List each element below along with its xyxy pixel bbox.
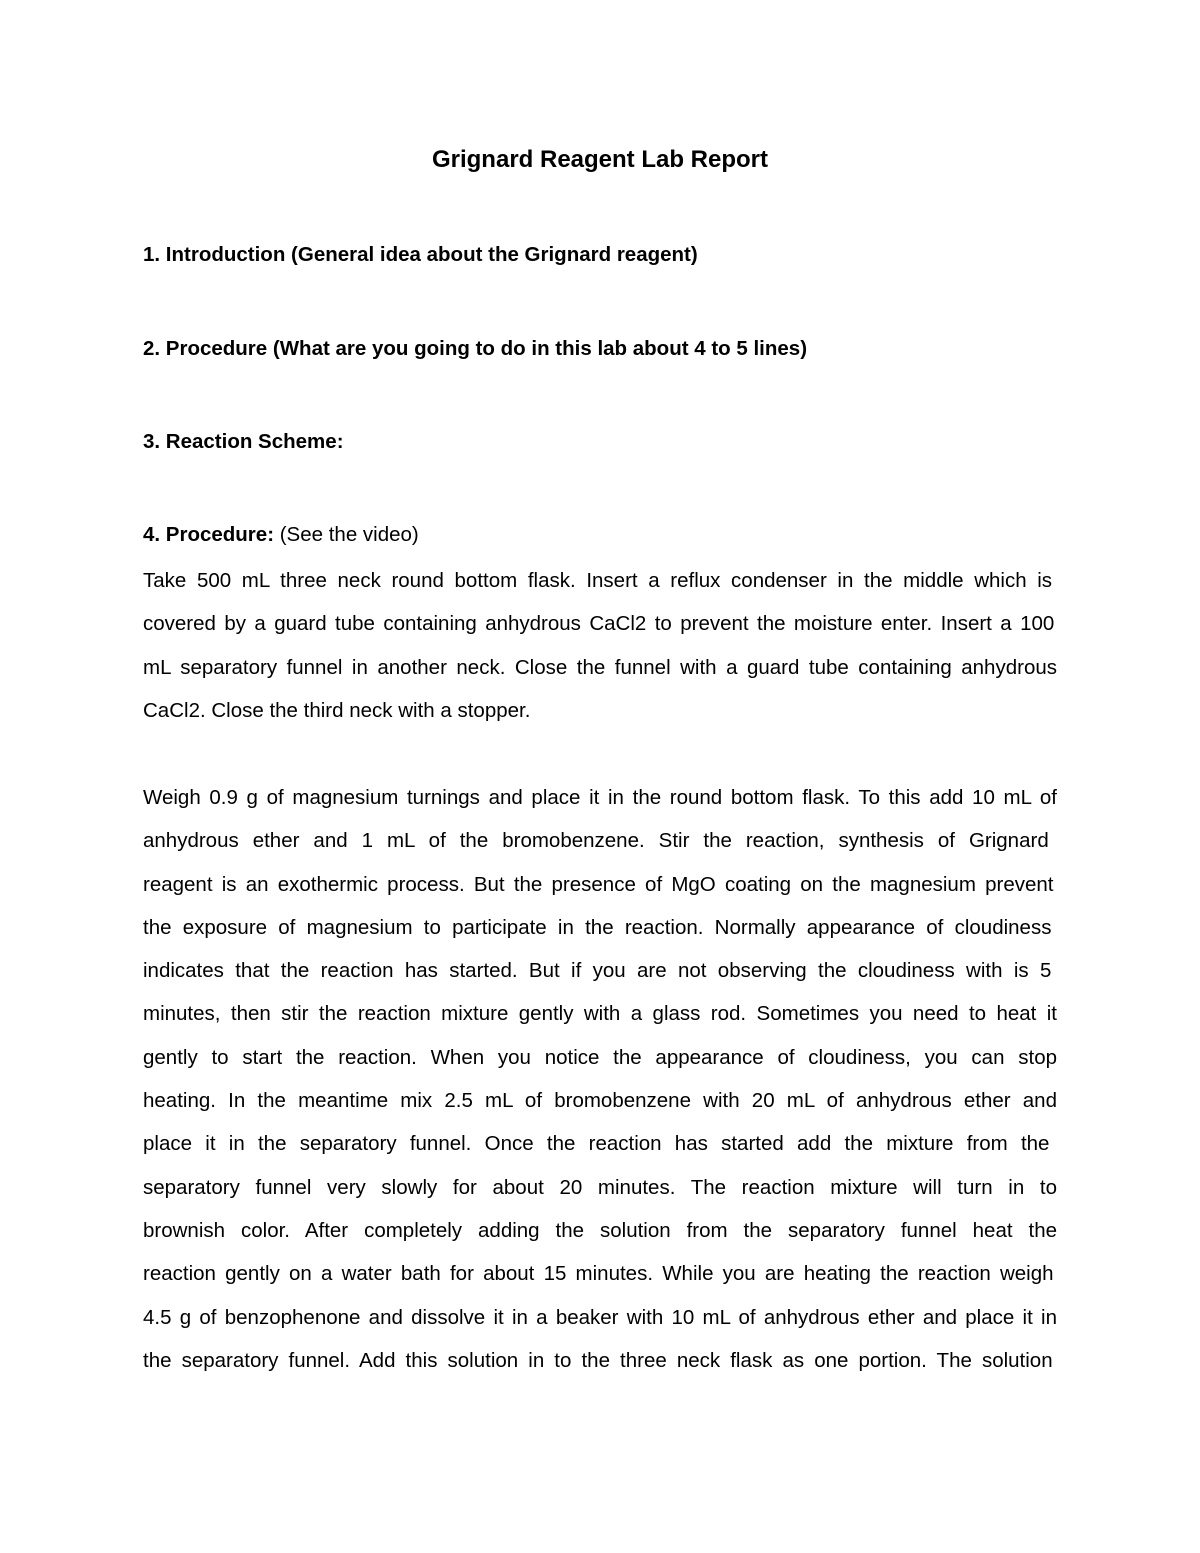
section-heading-procedure — [143, 520, 419, 550]
paragraph-line: minutes, then stir the reaction mixture gently with a glass rod. Sometimes you need to heat it — [143, 1002, 1057, 1026]
paragraph-line: brownish color. After completely adding the solution from the separatory funnel heat the — [143, 1218, 1057, 1242]
paragraph-line: Take 500 mL three neck round bottom flask. Insert a reflux condenser in the middle which is — [143, 569, 1053, 592]
section-heading-procedure-label: 4. Procedure: — [143, 523, 275, 546]
section-heading-procedure-summary: 2. Procedure (What are you going to do in this lab about 4 to 5 lines) — [143, 337, 808, 360]
paragraph-line: reagent is an exothermic process. But the presence of MgO coating on the magnesium prevent — [143, 872, 1054, 896]
paragraph-line: the separatory funnel. Add this solution in to the three neck flask as one portion. The solution — [143, 1348, 1053, 1372]
paragraph-line: Weigh 0.9 g of magnesium turnings and place it in the round bottom flask. To this add 10 mL of — [143, 786, 1057, 809]
paragraph-line: gently to start the reaction. When you notice the appearance of cloudiness, you can stop — [143, 1045, 1057, 1069]
paragraph-line: indicates that the reaction has started. But if you are not observing the cloudiness with is 5 — [143, 959, 1052, 983]
document-title: Grignard Reagent Lab Report — [431, 146, 769, 173]
section-heading-introduction: 1. Introduction (General idea about the Grignard reagent) — [143, 243, 698, 266]
paragraph-line: covered by a guard tube containing anhydrous CaCl2 to prevent the moisture enter. Insert a 100 — [143, 612, 1055, 636]
paragraph-line: reaction gently on a water bath for about 15 minutes. While you are heating the reaction weigh — [143, 1262, 1054, 1286]
section-heading-reaction-scheme: 3. Reaction Scheme: — [143, 430, 344, 453]
procedure-paragraph-setup — [143, 559, 1057, 732]
paragraph-line: heating. In the meantime mix 2.5 mL of bromobenzene with 20 mL of anhydrous ether and — [143, 1089, 1057, 1113]
paragraph-line: separatory funnel very slowly for about 20 minutes. The reaction mixture will turn in to — [143, 1175, 1057, 1199]
section-heading-procedure-note: (See the video) — [274, 523, 419, 546]
procedure-paragraph-reaction — [143, 776, 1057, 1382]
paragraph-line: anhydrous ether and 1 mL of the bromobenzene. Stir the reaction, synthesis of Grignard — [143, 829, 1049, 853]
paragraph-line: place it in the separatory funnel. Once the reaction has started add the mixture from the — [143, 1132, 1050, 1156]
paragraph-line: CaCl2. Close the third neck with a stopper. — [143, 698, 531, 722]
paragraph-line: mL separatory funnel in another neck. Close the funnel with a guard tube containing anhydrous — [143, 655, 1057, 679]
paragraph-line: 4.5 g of benzophenone and dissolve it in a beaker with 10 mL of anhydrous ether and place it in — [143, 1305, 1057, 1329]
paragraph-line: the exposure of magnesium to participate in the reaction. Normally appearance of cloudiness — [143, 915, 1052, 939]
